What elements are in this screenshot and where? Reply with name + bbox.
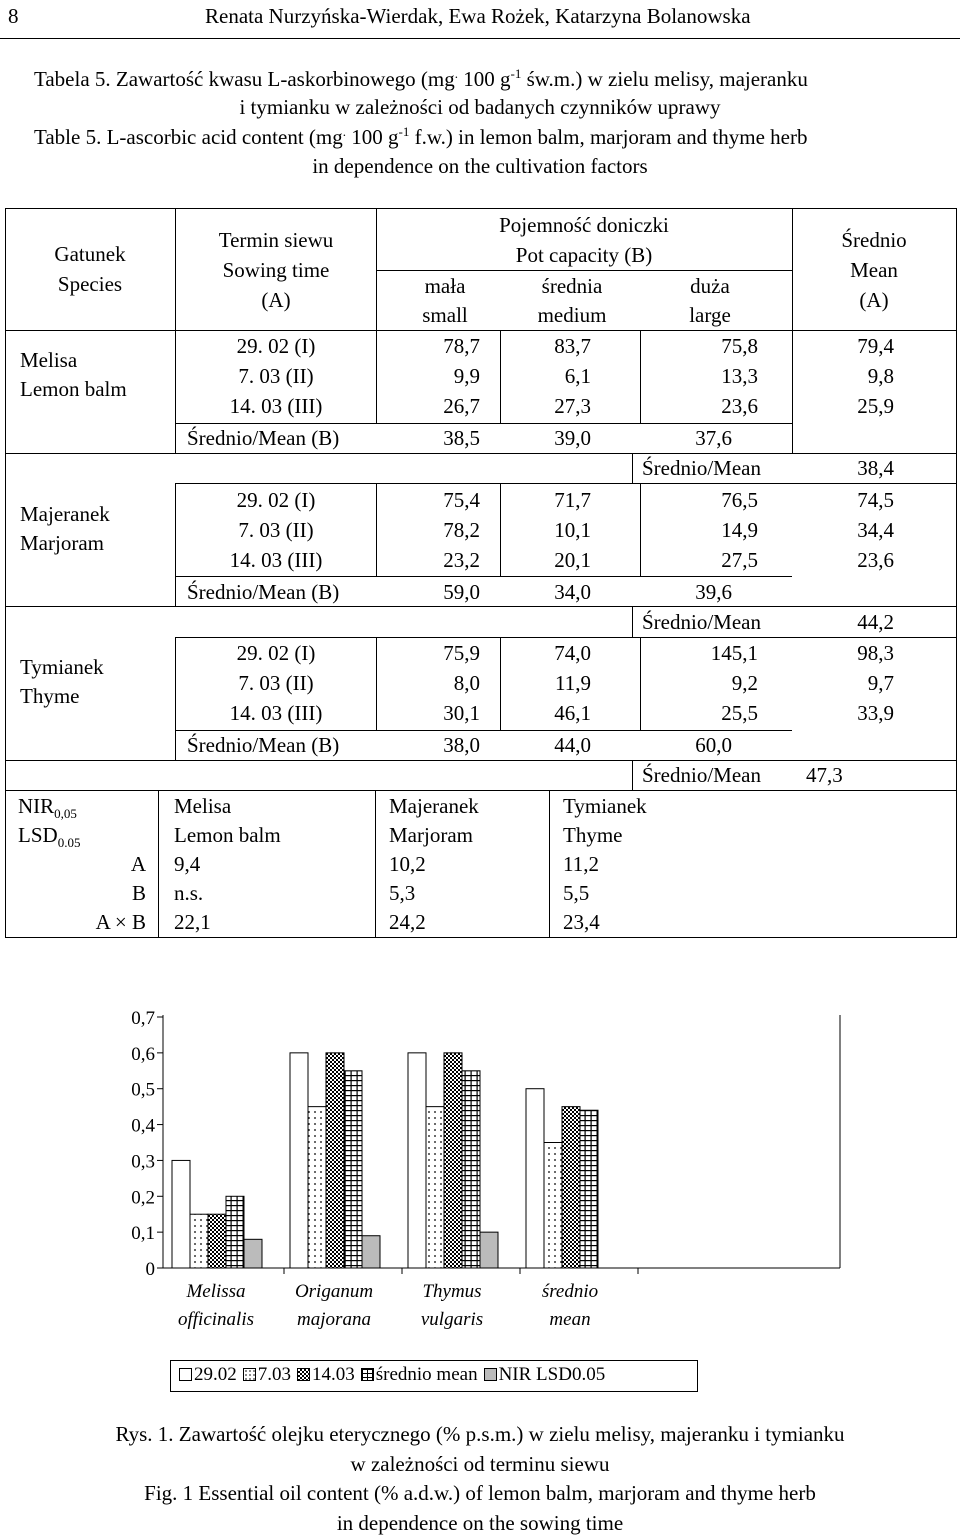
cell-medium: 83,7: [554, 334, 591, 358]
cell-mean-a: 23,6: [857, 548, 894, 572]
mean-b-label: Średnio/Mean (B): [187, 733, 340, 757]
legend-label: 29.02: [194, 1364, 237, 1385]
x-category-label: officinalis: [178, 1309, 254, 1330]
header-pot-en: Pot capacity (B): [515, 243, 653, 267]
cell-medium: 11,9: [555, 671, 591, 695]
cell-mean-a: 9,7: [867, 671, 894, 695]
cell-large: 23,6: [721, 394, 758, 418]
table-rule: [376, 483, 377, 576]
mean-b-small: 38,0: [443, 733, 480, 757]
table-rule: [376, 270, 792, 271]
header-sowing-pl: Termin siewu: [218, 228, 334, 252]
cell-small: 75,9: [443, 641, 480, 665]
cell-large: 13,3: [721, 364, 758, 388]
running-header-authors: Renata Nurzyńska-Wierdak, Ewa Rożek, Katarzyna Bolanowska: [205, 4, 751, 28]
mean-b-large: 39,6: [695, 580, 732, 604]
row-sowing-date: 14. 03 (III): [229, 548, 323, 572]
legend-swatch: [179, 1368, 192, 1381]
header-large-pl: duża: [690, 274, 730, 298]
bar-14-03: [562, 1107, 580, 1268]
header-mean-en: Mean: [850, 258, 898, 282]
bar-nir-lsd0-05: [244, 1239, 262, 1268]
cell-large: 76,5: [721, 488, 758, 512]
legend-swatch: [243, 1368, 256, 1381]
cell-small: 9,9: [453, 364, 480, 388]
cell-medium: 74,0: [554, 641, 591, 665]
mean-b-small: 38,5: [443, 426, 480, 450]
cell-small: 8,0: [453, 671, 480, 695]
table-rule: [5, 606, 957, 607]
cell-mean-a: 9,8: [867, 364, 894, 388]
bar-7-03: [426, 1107, 444, 1268]
legend-label: NIR LSD0.05: [498, 1364, 606, 1385]
mean-b-label: Średnio/Mean (B): [187, 426, 340, 450]
x-category-label: vulgaris: [420, 1309, 484, 1330]
x-category-label: majorana: [297, 1309, 371, 1330]
bar-29-02: [526, 1089, 544, 1268]
mean-b-small: 59,0: [443, 580, 480, 604]
cell-small: 30,1: [443, 701, 480, 725]
cell-mean-a: 79,4: [857, 334, 894, 358]
header-species-en: Species: [57, 272, 123, 296]
cell-medium: 20,1: [554, 548, 591, 572]
header-mean-a: (A): [859, 288, 889, 312]
header-pot-pl: Pojemność doniczki: [499, 213, 669, 237]
lsd-value-ab: 23,4: [563, 910, 600, 934]
species-name-pl: Tymianek: [20, 655, 104, 679]
header-sowing-a: (A): [261, 288, 291, 312]
bar-14-03: [326, 1053, 344, 1268]
bar-29-02: [408, 1053, 426, 1268]
figure-caption-pl-line2: w zależności od terminu siewu: [350, 1452, 610, 1476]
legend-item: [179, 1364, 237, 1385]
table-rule: [175, 576, 792, 577]
legend-label: 14.03: [312, 1364, 355, 1385]
species-name-en: Lemon balm: [20, 377, 127, 401]
header-sowing-en: Sowing time: [222, 258, 330, 282]
lsd-column-en: Thyme: [563, 823, 623, 847]
y-tick-label: 0,7: [131, 1008, 155, 1029]
bar-29-02: [290, 1053, 308, 1268]
bar--rednio-mean: [226, 1196, 244, 1268]
lsd-column-pl: Melisa: [174, 794, 232, 818]
cell-medium: 71,7: [554, 488, 591, 512]
lsd-value-b: 5,5: [563, 881, 590, 905]
cell-small: 75,4: [443, 488, 480, 512]
cell-large: 75,8: [721, 334, 758, 358]
table-rule: [632, 761, 633, 791]
x-category-label: średnio: [541, 1281, 599, 1302]
lsd-factor-b: B: [131, 881, 146, 905]
row-sowing-date: 7. 03 (II): [238, 518, 314, 542]
bar-29-02: [172, 1160, 190, 1268]
lsd-value-ab: 24,2: [389, 910, 426, 934]
lsd-factor-a: A: [130, 852, 146, 876]
bar--rednio-mean: [580, 1110, 598, 1268]
cell-small: 78,7: [443, 334, 480, 358]
figure-caption-en-line1: Fig. 1 Essential oil content (% a.d.w.) of lemon balm, marjoram and thyme herb: [144, 1481, 816, 1505]
cell-small: 23,2: [443, 548, 480, 572]
y-tick-label: 0: [145, 1259, 155, 1280]
cell-large: 14,9: [721, 518, 758, 542]
overall-mean-label: Średnio/Mean: [642, 456, 761, 480]
bar--rednio-mean: [344, 1071, 362, 1268]
lsd-value-b: 5,3: [389, 881, 416, 905]
row-sowing-date: 29. 02 (I): [236, 488, 316, 512]
row-sowing-date: 7. 03 (II): [238, 364, 314, 388]
y-tick-label: 0,2: [131, 1187, 155, 1209]
lsd-nir-label: $NIR_{0,05}$: [18, 794, 77, 822]
table-caption-pl-line2: i tymianku w zależności od badanych czynników uprawy: [239, 95, 721, 119]
row-sowing-date: 14. 03 (III): [229, 394, 323, 418]
lsd-value-ab: 22,1: [174, 910, 211, 934]
essential-oil-chart: [0, 995, 960, 1340]
cell-small: 78,2: [443, 518, 480, 542]
header-medium-pl: średnia: [541, 274, 603, 298]
overall-mean-label: Średnio/Mean: [642, 610, 761, 634]
cell-mean-a: 74,5: [857, 488, 894, 512]
y-tick-label: 0,1: [131, 1223, 155, 1245]
legend-item: [243, 1364, 291, 1385]
cell-small: 26,7: [443, 394, 480, 418]
header-small-en: small: [422, 303, 468, 327]
table-rule: [549, 791, 550, 938]
header-small-pl: mała: [424, 274, 466, 298]
y-tick-label: 0,4: [131, 1115, 155, 1137]
cell-mean-a: 25,9: [857, 394, 894, 418]
page-number: 8: [8, 4, 19, 28]
y-tick-label: 0,3: [131, 1151, 155, 1173]
cell-mean-a: 33,9: [857, 701, 894, 725]
lsd-column-pl: Tymianek: [563, 794, 647, 818]
overall-mean-label: Średnio/Mean: [642, 763, 761, 787]
table-rule: [175, 637, 957, 638]
header-large-en: large: [689, 303, 731, 327]
bar-14-03: [444, 1053, 462, 1268]
cell-large: 9,2: [731, 671, 758, 695]
bar-7-03: [308, 1107, 326, 1268]
legend-item: [484, 1364, 606, 1385]
lsd-column-en: Marjoram: [389, 823, 473, 847]
overall-mean-value: 44,2: [857, 610, 894, 634]
table-rule: [5, 330, 957, 331]
table-caption-en-line2: in dependence on the cultivation factors: [312, 154, 648, 178]
lsd-column-pl: Majeranek: [389, 794, 479, 818]
table-rule: [632, 454, 633, 484]
mean-b-medium: 34,0: [554, 580, 591, 604]
x-category-label: Origanum: [294, 1281, 374, 1302]
lsd-value-a: 9,4: [174, 852, 201, 876]
lsd-value-a: 10,2: [389, 852, 426, 876]
table-caption-en-line1: Table 5. L-ascorbic acid content (mg. 100 $g^{-1}$ f.w.) in lemon balm, marjoram and thyme herb: [34, 124, 808, 149]
cell-mean-a: 34,4: [857, 518, 894, 542]
cell-medium: 6,1: [564, 364, 591, 388]
bar-7-03: [190, 1214, 208, 1268]
bar--rednio-mean: [462, 1071, 480, 1268]
header-species-pl: Gatunek: [54, 242, 126, 266]
figure-caption-en-line2: in dependence on the sowing time: [336, 1511, 624, 1535]
species-name-pl: Majeranek: [20, 502, 110, 526]
table-rule: [5, 760, 957, 761]
cell-medium: 46,1: [554, 701, 591, 725]
y-tick-label: 0,6: [131, 1043, 155, 1065]
mean-b-medium: 44,0: [554, 733, 591, 757]
species-name-en: Marjoram: [20, 531, 104, 555]
table-rule: [376, 330, 377, 423]
table-rule: [5, 453, 957, 454]
species-name-pl: Melisa: [20, 348, 78, 372]
cell-mean-a: 98,3: [857, 641, 894, 665]
x-category-label: mean: [549, 1309, 591, 1330]
row-sowing-date: 29. 02 (I): [236, 334, 316, 358]
bar-14-03: [208, 1214, 226, 1268]
table-rule: [375, 791, 376, 938]
cell-large: 25,5: [721, 701, 758, 725]
legend-item: [361, 1364, 478, 1385]
species-name-en: Thyme: [20, 684, 80, 708]
mean-b-large: 37,6: [695, 426, 732, 450]
table-rule: [632, 607, 633, 637]
header-medium-en: medium: [537, 303, 607, 327]
figure-caption-pl-line1: Rys. 1. Zawartość olejku eterycznego (% p.s.m.) w zielu melisy, majeranku i tymianku: [115, 1422, 845, 1446]
chart-legend: [170, 1360, 698, 1392]
table-rule: [158, 791, 159, 938]
legend-label: średnio mean: [375, 1364, 478, 1385]
mean-b-label: Średnio/Mean (B): [187, 580, 340, 604]
lsd-value-b: n.s.: [174, 881, 204, 905]
table-caption-pl-line1: Tabela 5. Zawartość kwasu L-askorbinowego (mg. 100 $g^{-1}$ św.m.) w zielu melisy, majeranku: [34, 66, 808, 91]
legend-swatch: [297, 1368, 310, 1381]
x-category-label: Melissa: [186, 1281, 246, 1302]
lsd-value-a: 11,2: [563, 852, 599, 876]
legend-swatch: [484, 1368, 497, 1381]
row-sowing-date: 7. 03 (II): [238, 671, 314, 695]
legend-label: 7.03: [257, 1364, 291, 1385]
overall-mean-value: 47,3: [806, 763, 843, 787]
cell-medium: 10,1: [554, 518, 591, 542]
x-category-label: Thymus: [422, 1281, 482, 1302]
table-rule: [175, 730, 792, 731]
table-rule: [175, 423, 792, 424]
cell-large: 27,5: [721, 548, 758, 572]
table-rule: [376, 637, 377, 730]
mean-b-medium: 39,0: [554, 426, 591, 450]
lsd-lsd-label: $LSD_{0.05}$: [18, 823, 81, 851]
y-tick-label: 0,5: [131, 1079, 155, 1101]
row-sowing-date: 14. 03 (III): [229, 701, 323, 725]
overall-mean-value: 38,4: [857, 456, 894, 480]
table-rule: [175, 483, 957, 484]
row-sowing-date: 29. 02 (I): [236, 641, 316, 665]
mean-b-large: 60,0: [695, 733, 732, 757]
header-mean-pl: Średnio: [841, 228, 907, 252]
bar-7-03: [544, 1143, 562, 1269]
lsd-column-en: Lemon balm: [174, 823, 281, 847]
legend-item: [297, 1364, 355, 1385]
lsd-factor-ab: A × B: [95, 910, 146, 934]
cell-large: 145,1: [710, 641, 758, 665]
bar-nir-lsd0-05: [362, 1236, 380, 1268]
bar-nir-lsd0-05: [480, 1232, 498, 1268]
cell-medium: 27,3: [554, 394, 591, 418]
table-rule: [5, 790, 957, 791]
legend-swatch: [361, 1368, 374, 1381]
